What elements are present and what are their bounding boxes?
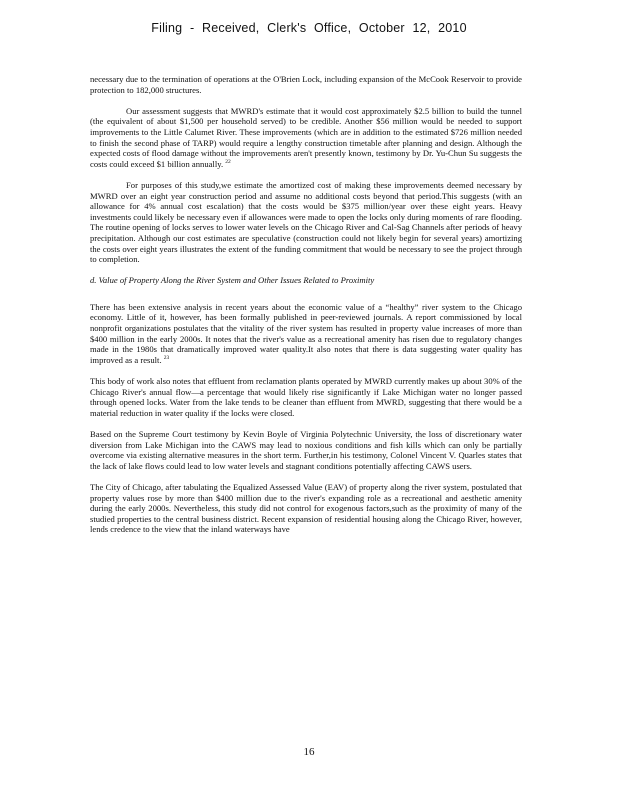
paragraph-amortized-cost: For purposes of this study,we estimate the amortized cost of making these improvements deemed necessary by MWRD over an eight year construction period and assume no additional costs beyond that period.This suggests (with an allowance for 4% annual cost escalation) that the costs would be $375 million/year over these eight years. Heavy investments could likely be necessary even if allowances were made to open the locks only during moments of rare flooding. The routine opening of locks serves to lower water levels on the Chicago River and Cal-Sag Channels after periods of heavy precipitation. Although our cost estimates are speculative (construction could not likely begin for several years) amortizing the costs over eight years illustrates the extent of the funding commitment that would be necessary to see the project through to completion. (90, 179, 522, 265)
section-heading: d. Value of Property Along the River System and Other Issues Related to Proximity (90, 275, 375, 286)
footnote-marker: 23 (163, 354, 170, 361)
footnote-marker: 22 (225, 158, 231, 165)
paragraph-continuation: necessary due to the termination of operations at the O'Brien Lock, including expansion of the McCook Reservoir to provide protection to 182,000 structures. (90, 74, 522, 95)
document-body (90, 74, 522, 546)
paragraph-testimony: Based on the Supreme Court testimony by Kevin Boyle of Virginia Polytechnic University, the loss of discretionary water diversion from Lake Michigan into the CAWS may lead to noxious conditions and fish kills which can only be partially overcome via existing alternative measures in the short term. Further,in his testimony, Colonel Vincent V. Quarles states that the lack of lake flows could lead to low water levels and stagnant conditions potentially affecting CAWS users. (90, 429, 522, 471)
paragraph-property-values: The City of Chicago, after tabulating the Equalized Assessed Value (EAV) of property along the river system, postulated that property values rose by more than $400 million due to the river's expanding role as a recreational and aesthetic amenity during the early 2000s. Nevertheless, this study did not control for exogenous factors,such as the proximity of many of the studied properties to the central business district. Recent expansion of residential housing along the Chicago River, however, lends credence to the view that the inland waterways have (90, 481, 522, 535)
paragraph-effluent: This body of work also notes that effluent from reclamation plants operated by MWRD currently makes up about 30% of the Chicago River's annual flow—a percentage that would likely rise significantly if Lake Michigan water no longer passed through opened locks. Water from the lake tends to be cleaner than effluent from MWRD, suggesting that there would be a material reduction in water quality if the locks were closed. (90, 376, 522, 418)
paragraph-economic-value: There has been extensive analysis in recent years about the economic value of a “healthy” river system to the Chicago economy. Little of it, however, has been formally published in peer-reviewed journals. A report commissioned by local nonprofit organizations postulates that the vitality of the river system has resulted in property value increases of more than $400 million in the early 2000s. It notes that the river's value as a recreational amenity has risen due to regulatory changes made in the 1980s that dramatically improved water quality.It also notes that there is data suggesting water quality has improved as a result. $^{23}$ (90, 301, 522, 365)
paragraph-cost-estimate: Our assessment suggests that MWRD's estimate that it would cost approximately $2.5 billion to build the tunnel (the equivalent of about $1,500 per household served) to be credible. Another $56 million would be needed to support improvements to the Little Calumet River. These improvements (which are in addition to the estimated $726 million needed to finish the second phase of TARP) would require a lengthy construction timetable after planning and design. Although the expected costs of flood damage without the improvements aren't presently known, testimony by Dr. Yu-Chun Su suggests the costs could exceed $1 billion annually. $^{22}$ (90, 105, 522, 169)
page-number: 16 (303, 746, 315, 758)
filing-header: Filing - Received, Clerk's Office, October 12, 2010 (151, 21, 467, 35)
